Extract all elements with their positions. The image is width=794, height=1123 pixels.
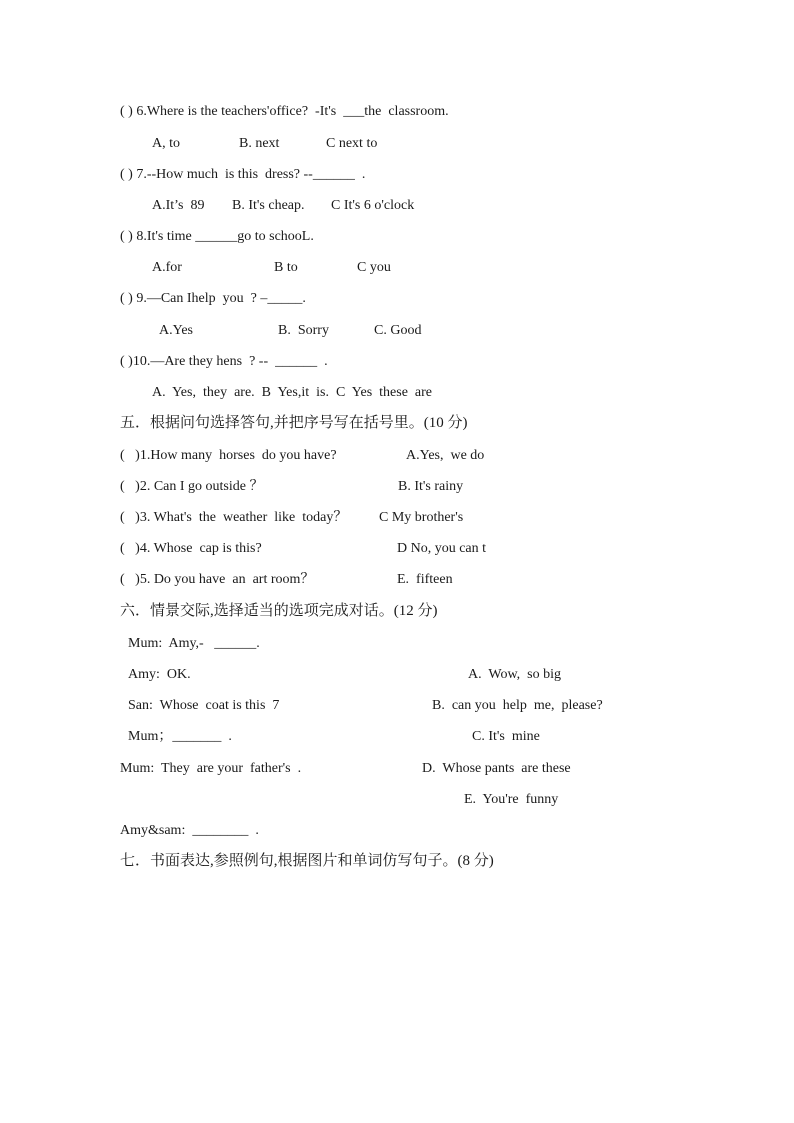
q8-stem: ( ) 8.It's time ______go to schooL. xyxy=(120,229,314,244)
part5-option: B. It's rainy xyxy=(398,479,464,494)
q9-option-b: B. Sorry xyxy=(278,323,329,338)
q6-option-b: B. next xyxy=(239,136,280,151)
q7-option-b: B. It's cheap. xyxy=(232,198,305,213)
q7-option-c: C It's 6 o'clock xyxy=(331,198,415,213)
q8-option-c: C you xyxy=(357,260,391,275)
q9-option-c: C. Good xyxy=(374,323,422,338)
dialog-line: San: Whose coat is this 7 xyxy=(128,698,280,713)
part5-question: ( )3. What's the weather like today？ xyxy=(120,510,348,525)
part5-heading: 五．根据问句选择答句,并把序号写在括号里。(10 分) xyxy=(120,415,468,431)
q8-option-b: B to xyxy=(274,260,298,275)
q7-option-a: A.It’s 89 xyxy=(152,198,205,213)
dialog-line: Amy&sam: ________ . xyxy=(120,823,259,838)
q10-options: A. Yes, they are. B Yes,it is. C Yes these are xyxy=(152,385,433,400)
dialog-option: A. Wow, so big xyxy=(468,667,561,682)
part5-question: ( )2. Can I go outside ？ xyxy=(120,479,264,494)
q10-stem: ( )10.—Are they hens ? -- ______ . xyxy=(120,354,328,369)
q9-option-a: A.Yes xyxy=(159,323,193,338)
part5-option: E. fifteen xyxy=(397,572,453,587)
part6-heading: 六．情景交际,选择适当的选项完成对话。(12 分) xyxy=(120,603,438,619)
dialog-option: C. It's mine xyxy=(472,729,540,744)
part5-option: A.Yes, we do xyxy=(406,448,485,463)
part5-question: ( )4. Whose cap is this? xyxy=(120,541,262,556)
q6-stem: ( ) 6.Where is the teachers'office? -It's ___the classroom. xyxy=(120,104,449,119)
part7-heading: 七．书面表达,参照例句,根据图片和单词仿写句子。(8 分) xyxy=(120,853,494,869)
q6-option-c: C next to xyxy=(326,136,378,151)
dialog-option: E. You're funny xyxy=(464,792,559,807)
part5-option: D No, you can t xyxy=(397,541,487,556)
q6-option-a: A, to xyxy=(152,136,180,151)
dialog-line: Mum: They are your father's . xyxy=(120,761,302,776)
dialog-line: Amy: OK. xyxy=(128,667,191,682)
q7-stem: ( ) 7.--How much is this dress? --______ . xyxy=(120,167,366,182)
dialog-option: D. Whose pants are these xyxy=(422,761,571,776)
part5-option: C My brother's xyxy=(379,510,464,525)
q8-option-a: A.for xyxy=(152,260,182,275)
dialog-option: B. can you help me, please? xyxy=(432,698,603,713)
part5-question: ( )5. Do you have an art room？ xyxy=(120,572,315,587)
dialog-line: Mum；_______ . xyxy=(128,729,232,744)
dialog-line: Mum: Amy,- ______. xyxy=(128,636,260,651)
part5-question: ( )1.How many horses do you have? xyxy=(120,448,337,463)
q9-stem: ( ) 9.—Can Ihelp you ? –_____. xyxy=(120,291,306,306)
